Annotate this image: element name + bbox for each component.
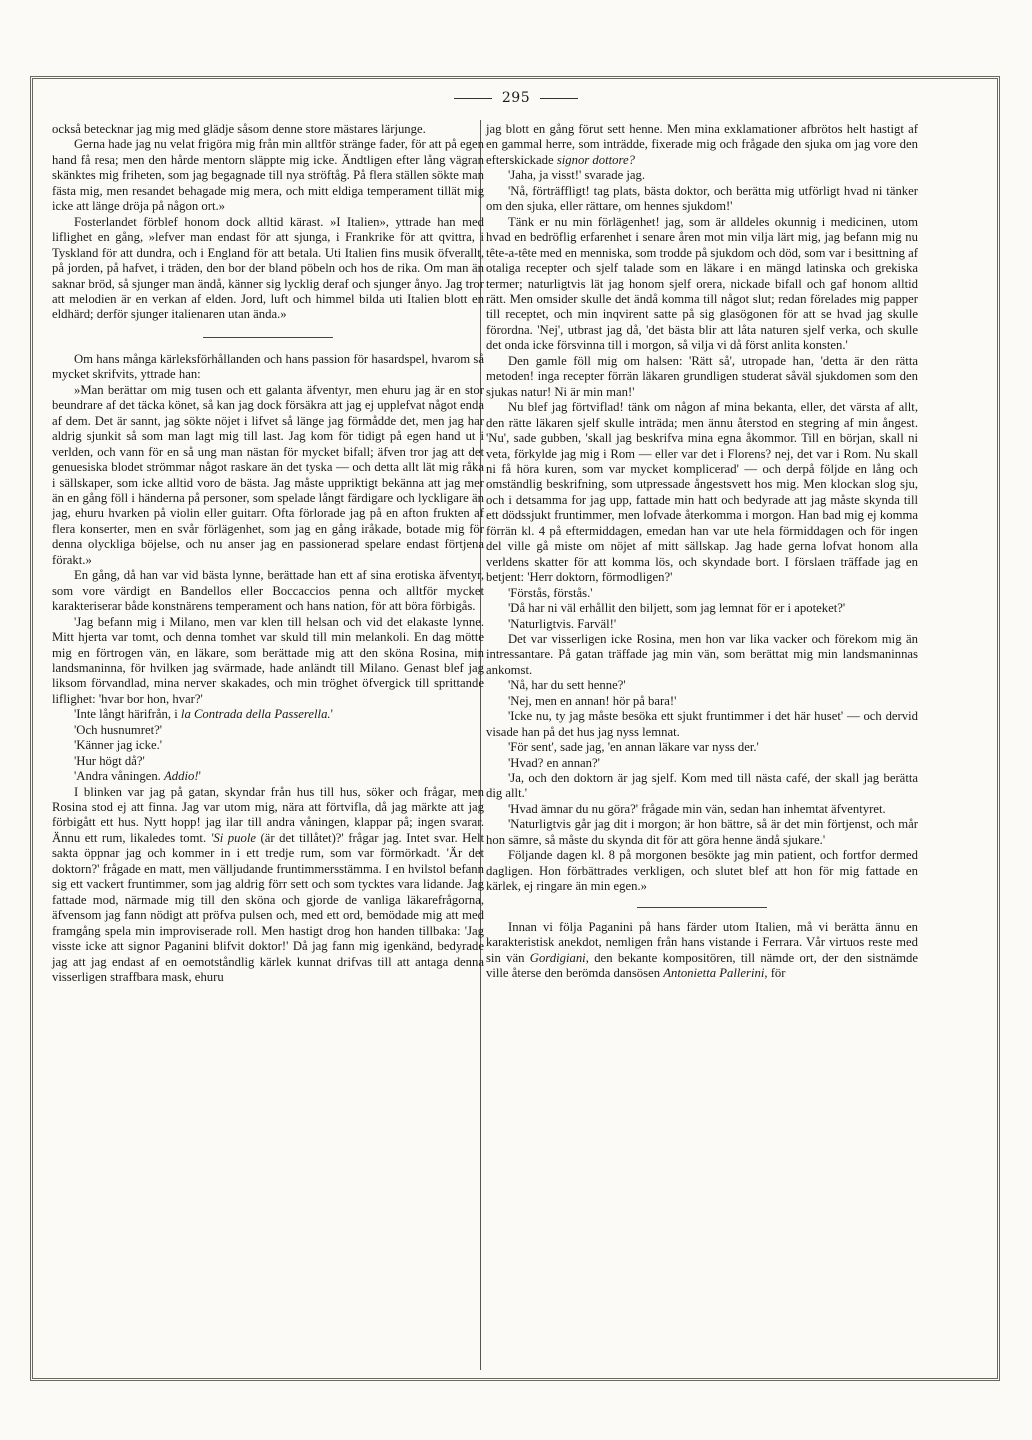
text-run: jag blott en gång förut sett henne. Men mina exklamationer afbrötos helt hastigt af en gammal herre, som inträdde, fixerade mig och frågade den sjuka om jag vore den efterskickade [486,122,918,167]
page-number [0,90,1032,106]
dialogue-line: 'Ja, och den doktorn är jag sjelf. Kom med till nästa café, der skall jag berätta dig allt.' [486,771,918,801]
paragraph: Fosterlandet förblef honom dock alltid kärast. »I Italien», yttrade han med liflighet en gång, »lefver man endast för att sjunga, i Frankrike för att qvittra, i Tyskland för att dundra, och i England för att betala. Uti Italien fins musik öfverallt, på jorden, på hafvet, i träden, den bor der bland pöbeln och hos de rika. Om man än saknar bröd, så sjunger man ändå, känner sig lycklig deraf och sjunger ånyo. Jag tror att melodien är en verkan af elden. Jord, luft och himmel bilda uti Italien blott en eldhärd; derför sjunger italienaren utan ända.» [52,214,484,322]
dialogue-line: 'Nå, har du sett henne?' [508,678,626,693]
dialogue-line: 'Naturligtvis. Farväl!' [508,616,617,631]
italic-run: 'Si puole [210,830,256,845]
text-run: , den bekante kompositören, till nämde ort, der den sistnämde ville återse den berömda dansösen [486,950,918,981]
left-column [52,122,484,985]
section-separator [637,907,767,908]
dialogue-line: 'Jaha, ja visst!' svarade jag. [508,168,646,183]
paragraph [486,122,918,168]
paragraph: Om hans många kärleksförhållanden och hans passion för hasardspel, hvarom så mycket skrifvits, yttrade han: [52,351,484,382]
page-number-text: 295 [501,90,531,106]
dialogue-line [52,769,484,784]
page-number-dash-left [454,98,492,99]
text-run: ' [330,707,333,722]
page-number-dash-right [540,98,578,99]
text-run: 'Andra våningen. [74,769,165,784]
dialogue-line: 'Förstås, förstås.' [508,585,593,600]
text-run: 'Inte långt härifrån, i [74,707,181,722]
dialogue-line: 'Icke nu, ty jag måste besöka ett sjukt fruntimmer i det här huset' — och dervid visade han på det hus jag nyss lemnat. [486,709,918,739]
italic-run: Gordigiani [529,950,586,965]
paragraph: 'Jag befann mig i Milano, men var klen till helsan och vid det elakaste lynne. Mitt hjerta var tomt, och denna tomhet var skuld till min melankoli. En dag mötte mig en förtrogen vän, en läkare, som berättade mig att den sköna Rosina, min landsmaninna, för hvilken jag svärmade, hade anländt till Milano. Genast blef jag liksom förvandlad, mina nerver skakades, och min tröghet öfvergick till sprittande liflighet: 'hvar bor hon, hvar?' [52,614,484,706]
text-run: ' [198,769,201,784]
paragraph: också betecknar jag mig med glädje såsom denne store mästares lärjunge. [52,122,426,136]
dialogue-line: 'Hvad ämnar du nu göra?' frågade min vän, sedan han inhemtat äfventyret. [508,801,886,816]
paragraph: En gång, då han var vid bästa lynne, berättade han ett af sina erotiska äfventyr, som vore värdigt en Bandellos eller Boccaccios penna och alltför mycket karakteriserar både konstnärens temperament och hans nation, för att böra förbigås. [52,568,484,614]
italic-run: Addio! [164,769,199,784]
italic-run: Antonietta Pallerini, [663,966,768,981]
dialogue-line: 'Känner jag icke.' [74,738,163,753]
paragraph: Gerna hade jag nu velat frigöra mig från min alltför stränge fader, för att på egen hand få resa; men den hårde mentorn släppte mig icke. Ändtligen efter lång vägran skänktes mig friheten, som jag begagnade till nya ströftåg. På flera ställen sökte man fästa mig, men resandet behagade mig mera, och mitt eldiga temperament tillät mig icke att länge dröja på någon ort.» [52,137,484,214]
dialogue-line: 'Naturligtvis går jag dit i morgon; är hon bättre, så är det min förtjenst, och mår hon sämre, så måste du skynda dit för att göra henne ändå sjukare.' [486,817,918,847]
paragraph: »Man berättar om mig tusen och ett galanta äfventyr, men ehuru jag är en stor beundrare af det täcka könet, så kan jag dock försäkra att jag ej upplefvat något enda af dem. Det är sannt, jag sökte nöjet i lifvet så länge jag förmådde det, men jag har aldrig sjunkit så som man lagt mig till last. Jag kom för tidigt på egen hand ut i verlden, och vann för en så ung man nästan för mycket bifall; äfven tror jag att det genuesiska blodet strömmar något raskare än det tyska — och detta allt lät mig råka i sällskaper, som icke alltid voro de bästa. Jag måste uppriktigt bekänna att jag mer än en gång föll i händerna på personer, som spelade långt färdigare och lyckligare än jag, ehuru hvarken på violin eller guitarr. Ofta förlorade jag på en afton frukten af flera konserter, men en svår förlägenhet, som jag en gång iråkade, botade mig för denna olyckliga böjelse, och nu anser jag en passionerad spelare endast förtjena förakt.» [52,382,484,567]
text-run: (är det tillåtet)?' frågar jag. Intet svar. Helt sakta öppnar jag och kommer in i ett tredje rum, som var förmörkadt. 'Är det doktorn?' frågade en matt, men välljudande fruntimmersstämma. I en hvilstol befann sig ett vackert fruntimmer, som jag aldrig förr sett och som tycktes vara lidande. Jag fattade mod, närmade mig till den sköna och gjorde de vanliga läkarefrågorna, äfvensom jag fann nödigt att pröfva pulsen och, med ett ord, bemödade mig att med framgång spela min improviserade roll. Men hastigt drog hon handen tillbaka: 'Jag visste icke att signor Paganini blifvit doktor!' Då jag fann mig igenkänd, bedyrade jag att jag endast af en oemotståndlig kärlek kunnat drifvas till att antaga denna visserligen straffbara mask, ehuru [52,830,485,985]
section-separator [203,337,333,338]
paragraph: Den gamle föll mig om halsen: 'Rätt så', utropade han, 'detta är den rätta metoden! inga recepter förrän läkaren grundligen studerat såväl sjukdomen som den sjukas natur! Ni är min man!' [486,353,918,399]
dialogue-line: 'Då har ni väl erhållit den biljett, som jag lemnat för er i apoteket?' [508,601,846,616]
dialogue-line: 'Och husnumret?' [74,722,163,737]
paragraph: Tänk er nu min förlägenhet! jag, som är alldeles okunnig i medicinen, utom hvad en bedröflig erfarenhet i senare åren mot min vilja lärt mig, jag befann mig nu tête-a-tête med en menniska, som trodde på sjukdom och död, som var i besittning af otaliga recepter och sjelf talade som en läkare i en mängd latinska och grekiska termer; naturligtvis lät jag honom sjelf orera, nickade bifall och gaf honom alltid rätt. Men omsider skulle det ändå komma till något slut; redan förelades mig papper till receptet, och min inqvirent satte på sig glasögonen för att se hvad jag skulle förordna. 'Nej', utbrast jag då, 'det bästa blir att låta naturen sjelf verka, och skulle det onda icke försvinna till i morgon, så vilja vi då först anlita konsten.' [486,214,918,353]
right-column [486,122,918,981]
italic-run: signor dottore? [556,152,635,167]
dialogue-line: 'Hvad? en annan?' [508,755,600,770]
text-run: I blinken var jag på gatan, skyndar från hus till hus, söker och frågar, men Rosina stod ej att finna. Jag var utom mig, nära att förtvifla, då jag märkte att jag förbigått ett hus. Nytt hopp! jag ilar till andra våningen, klappar på; ingen svarar. Ännu ett rum, likaledes tomt. [52,784,484,845]
dialogue-line: 'Hur högt då?' [74,753,145,768]
dialogue-line: 'För sent', sade jag, 'en annan läkare var nyss der.' [508,740,759,755]
paragraph: Följande dagen kl. 8 på morgonen besökte jag min patient, och fortfor dermed dagligen. Hon förbättrades verkligen, och slutet blef att hon för mig fattade en kärlek, ej ringare än min egen.» [486,848,918,894]
text-run: Innan vi följa Paganini på hans färder utom Italien, må vi berätta ännu en karakteristisk anekdot, nemligen från hans vistande i Ferrara. Vår virtuos reste med sin vän [486,919,918,965]
italic-run: la Contrada della Passerella. [180,707,331,722]
dialogue-line: 'Nå, förträffligt! tag plats, bästa doktor, och berätta mig utförligt hvad ni tänker om den sjuka, eller rättare, om hennes sjukdom!' [486,183,918,214]
text-run: för [767,966,786,981]
paragraph: Nu blef jag förtviflad! tänk om någon af mina bekanta, eller, det värsta af allt, den rätte läkaren sjelf skulle inträda; men ännu återstod en stegring af min ångest. 'Nu', sade gubben, 'skall jag beskrifva mina egna åkommor. Till en början, skall ni veta, förkylde jag mig i Rom — eller var det i Florens? nej, det var i Rom. Nu skall ni få höra kuren, som var mycket komplicerad' — och derpå följde en lång och omständlig beskrifning, som utpressade ångestsvett hos mig. Men klockan slog sju, och i detsamma for jag upp, fattade min hatt och bedyrade att jag måste skynda till ett dödssjukt fruntimmer, men lofvade återkomma i morgon. Han bad mig ej komma förrän kl. 4 på eftermiddagen, emedan han var ute hela förmiddagen och för ingen del ville gå miste om nöjet af mitt sällskap. Jag hade gerna lofvat honom alla verldens skatter för att komma lös, och skyndade bort. I förslaen träffade jag en betjent: 'Herr doktorn, förmodligen?' [486,400,918,585]
dialogue-line: 'Nej, men en annan! hör på bara!' [508,693,677,708]
paragraph: Det var visserligen icke Rosina, men hon var lika vacker och förekom mig än intressantare. På gatan träffade jag min vän, som berättat mig min landsmaninnas ankomst. [486,631,918,677]
paragraph [486,920,918,982]
dialogue-line [52,707,484,722]
paragraph [52,785,484,986]
